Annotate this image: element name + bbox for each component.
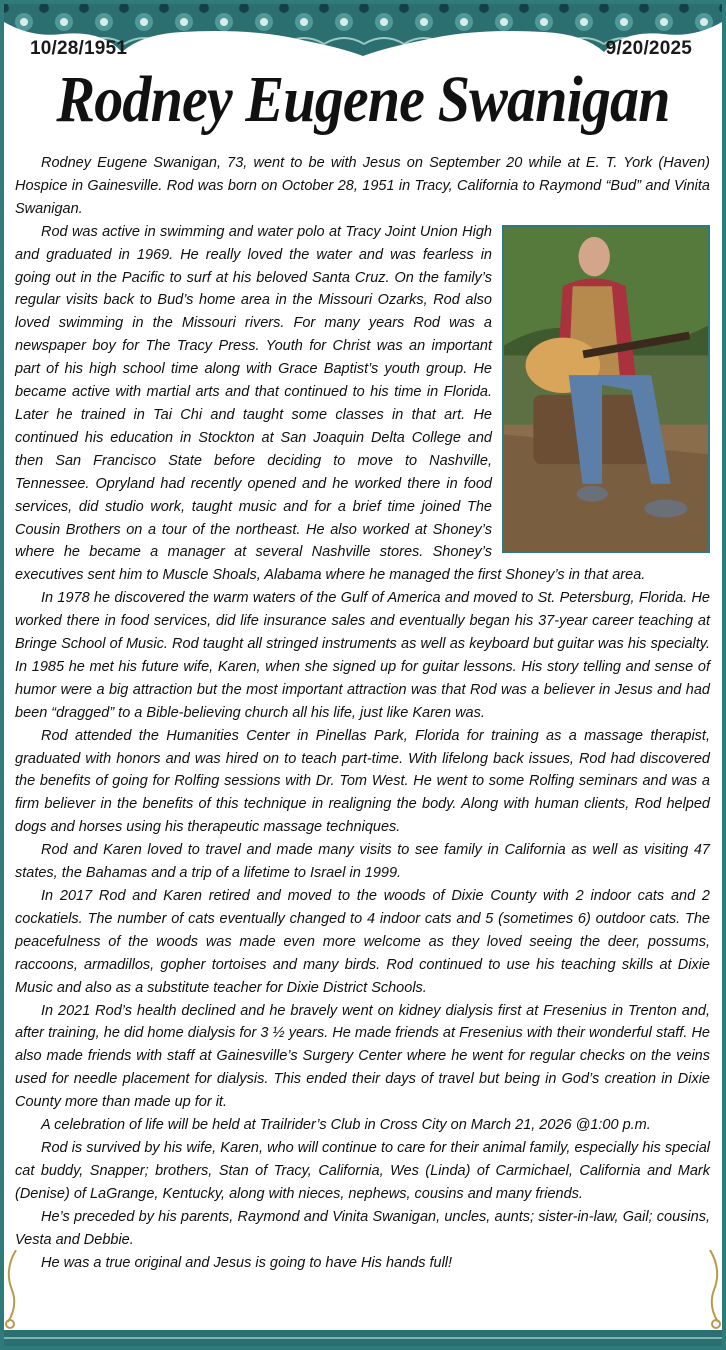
deceased-name: Rodney Eugene Swanigan [56,63,670,136]
birth-date: 10/28/1951 [30,38,128,59]
portrait-photo [502,225,710,553]
paragraph-celebration: A celebration of life will be held at Trailrider’s Club in Cross City on March 21, 2026 @1:00 p.m. [41,1117,651,1134]
decorative-bottom-border [4,1330,722,1346]
left-scroll-ornament [4,1250,20,1330]
paragraph-closing: He was a true original and Jesus is going to have His hands full! [41,1254,453,1271]
paragraph-travel: Rod and Karen loved to travel and made many visits to see family in California as well as visiting 47 states, the Bahamas and a trip of a lifetime to Israel in 1999. [15,842,710,882]
paragraph-early-life: Rod was active in swimming and water polo at Tracy Joint Union High and graduated in 1969. He really loved the water and was fearless in going out in the Pacific to surf at his beloved Santa Cruz. On the family’s regular visits back to Bud’s home area in the Missouri Ozarks, Rod also loved swimming in the Missouri rivers. For many years Rod was a newspaper boy for The Tracy Press. Youth for Christ was an important part of his high school time along with Grace Baptist’s youth group. He became active with martial arts and that continued to his time in Florida. Later he trained in Tai Chi and taught some classes in that art. He continued his education in Stockton at San Joaquin Delta College and then San Francisco State before deciding to move to Nashville, Tennessee. Opryland had recently opened and he worked there in food services, did studio work, taught music and for a brief time joined The Cousin Brothers on a tour of the northeast. He also worked at Shoney’s where he became a manager at several Nashville stores. Shoney’s executives sent him to Muscle Shoals, Alabama where he managed the first Shoney’s in that area. [15,221,710,588]
paragraph-retirement: In 2017 Rod and Karen retired and moved to the woods of Dixie County with 2 indoor cats and 2 cockatiels. The number of cats eventually changed to 4 indoor cats and 5 (sometimes 6) outdoor cats. The peacefulness of the woods was made even more welcome as they loved seeing the deer, possums, raccoons, armadillos, gopher tortoises and many birds. Rod continued to use his teaching skills at Dixie Music and also as a substitute teacher for Dixie District Schools. [15,888,710,996]
paragraph-health: In 2021 Rod’s health declined and he bravely went on kidney dialysis first at Fresenius in Trenton and, after training, he did home dialysis for 3 ½ years. He made friends at Fresenius with their wonderful staff. He also made friends with staff at Gainesville’s Surgery Center where he went for regular checks on the veins used for needle placement for dialysis. This ended their days of travel but being in God’s creation in Dixie County more than made up for it. [15,1002,710,1111]
paragraph-intro: Rodney Eugene Swanigan, 73, went to be with Jesus on September 20 while at E. T. York (Haven) Hospice in Gainesville. Rod was born on October 28, 1951 in Tracy, California to Raymond “Bud” and Vinita Swanigan. [15,155,710,217]
paragraph-preceded-by: He’s preceded by his parents, Raymond and Vinita Swanigan, uncles, aunts; sister-in-law, Gail; cousins, Vesta and Debbie. [15,1208,710,1248]
right-scroll-ornament [706,1250,722,1330]
obituary-body [15,152,710,1274]
paragraph-massage: Rod attended the Humanities Center in Pinellas Park, Florida for training as a massage therapist, graduated with honors and was hired on to teach part-time. With lifelong back issues, Rod had discovered the benefits of going for Rolfing sessions with Dr. Tom West. He went to some Rolfing seminars and was a firm believer in the benefits of this technique in realigning the body. Along with human clients, Rod helped dogs and horses using his therapeutic massage techniques. [15,727,710,836]
death-date: 9/20/2025 [605,38,692,59]
paragraph-florida: In 1978 he discovered the warm waters of the Gulf of America and moved to St. Petersburg, Florida. He worked there in food services, did life insurance sales and eventually began his 37-year career teaching at Bringe School of Music. Rod taught all stringed instruments as well as keyboard but guitar was his specialty. In 1985 he met his future wife, Karen, when she signed up for guitar lessons. His story telling and sense of humor were a big attraction but the most important attraction was that Rod was a believer in Jesus and had been “dragged” to a Bible-believing church all his life, just like Karen was. [15,590,710,721]
paragraph-survived-by: Rod is survived by his wife, Karen, who will continue to care for their animal family, especially his special cat buddy, Snapper; brothers, Stan of Tracy, California, Wes (Linda) of Carmichael, California and Mark (Denise) of LaGrange, Kentucky, along with nieces, nephews, cousins and many friends. [15,1139,710,1202]
